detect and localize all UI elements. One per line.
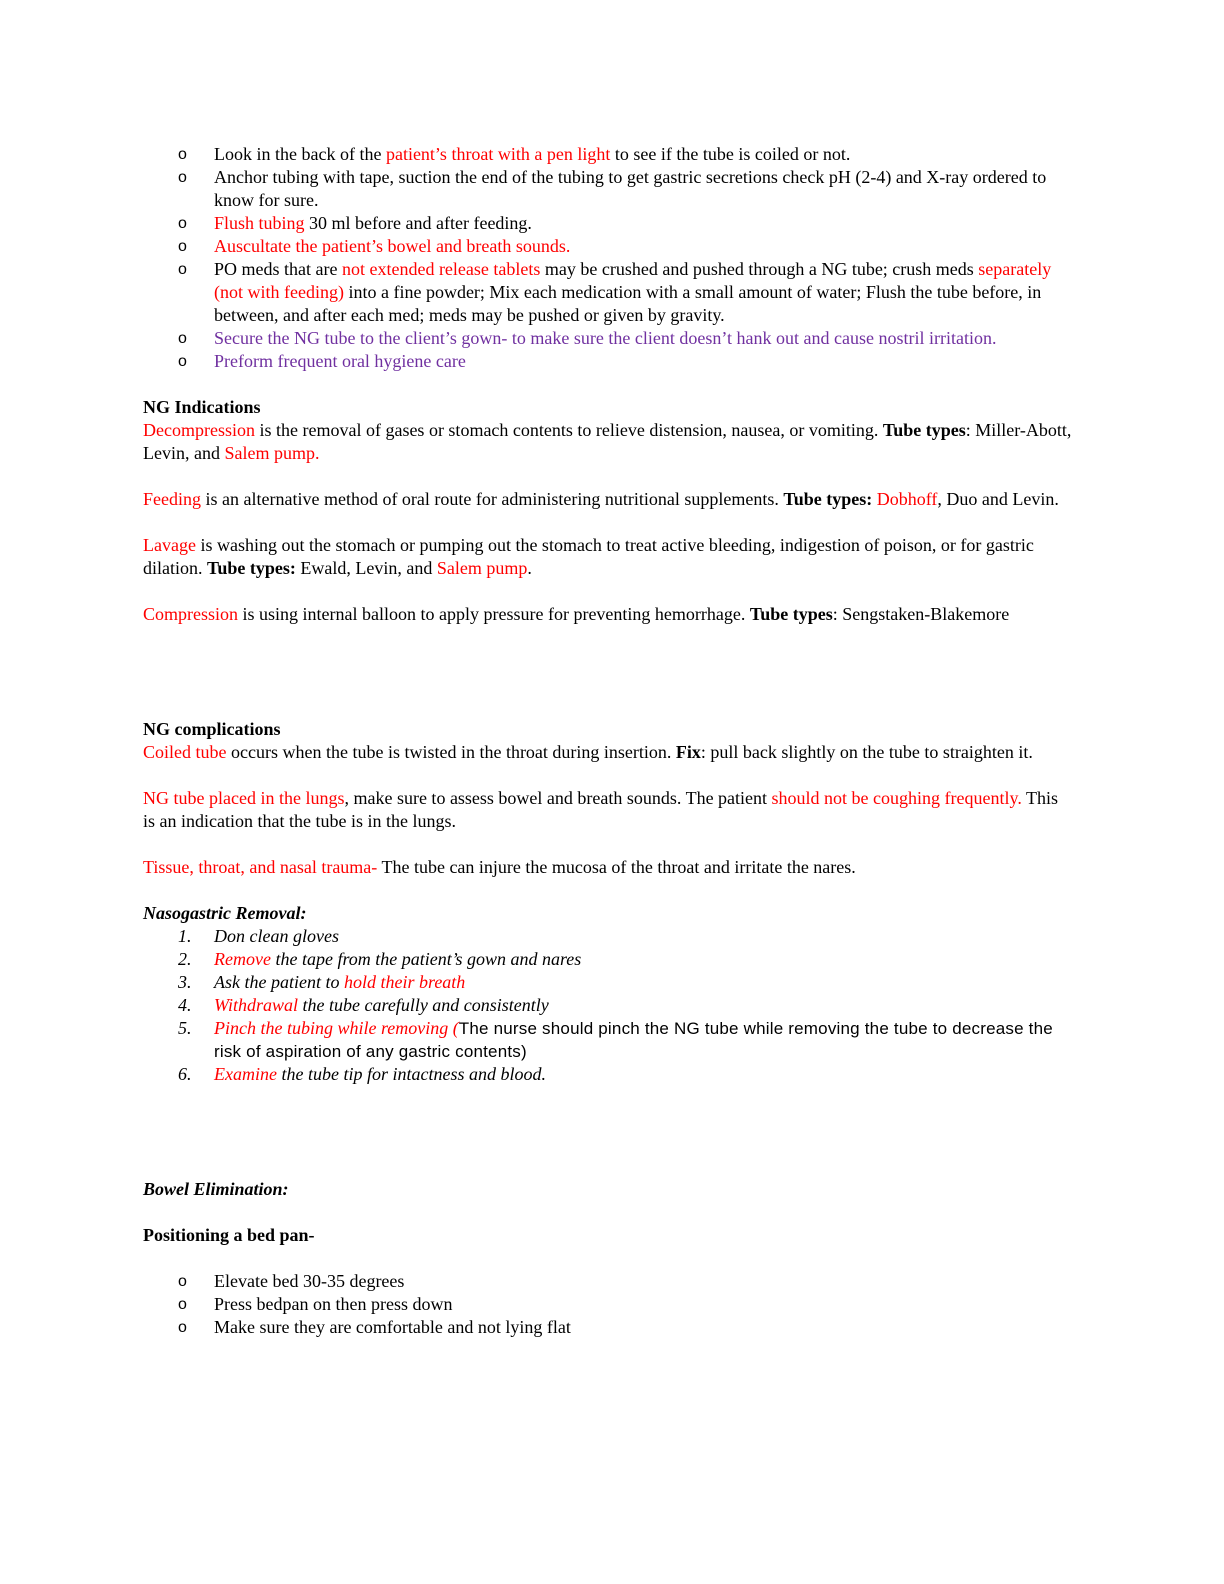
bullet-icon: o: [178, 1296, 187, 1313]
list-item: o Auscultate the patient’s bowel and breath sounds.: [178, 236, 571, 256]
list-item: o Anchor tubing with tape, suction the end of the tubing to get gastric secretions check pH (2-4) and X-ray ordered to know for sure.: [178, 167, 1047, 210]
bullet-icon: o: [178, 238, 187, 255]
list-item: o Flush tubing 30 ml before and after feeding.: [178, 213, 532, 233]
removal-steps-list: [143, 925, 1073, 1086]
list-item: o Make sure they are comfortable and not lying flat: [178, 1317, 571, 1337]
decompression-paragraph: Decompression is the removal of gases or stomach contents to relieve distension, nausea, or vomiting. Tube types: Miller-Abott, Levin, and Salem pump.: [143, 420, 1072, 463]
coiled-tube-paragraph: Coiled tube occurs when the tube is twisted in the throat during insertion. Fix: pull back slightly on the tube to straighten it.: [143, 742, 1033, 762]
bullet-icon: o: [178, 169, 187, 186]
bullet-icon: o: [178, 146, 187, 163]
list-item: 2. Remove the tape from the patient’s gown and nares: [178, 949, 582, 969]
list-item: o Elevate bed 30-35 degrees: [178, 1271, 405, 1291]
bed-pan-list: [143, 1270, 1073, 1339]
trauma-paragraph: Tissue, throat, and nasal trauma- The tube can injure the mucosa of the throat and irritate the nares.: [143, 857, 856, 877]
bullet-icon: o: [178, 330, 187, 347]
bullet-icon: o: [178, 1319, 187, 1336]
list-item: o Secure the NG tube to the client’s gown- to make sure the client doesn’t hank out and cause nostril irritation.: [178, 328, 997, 348]
list-item: o Preform frequent oral hygiene care: [178, 351, 466, 371]
bullet-icon: o: [178, 1273, 187, 1290]
lavage-paragraph: Lavage is washing out the stomach or pumping out the stomach to treat active bleeding, indigestion of poison, or for gastric dilation. Tube types: Ewald, Levin, and Salem pump.: [143, 535, 1034, 578]
ng-indications-heading: NG Indications: [143, 397, 261, 417]
bed-pan-subheading: Positioning a bed pan-: [143, 1225, 315, 1245]
nasogastric-removal-heading: Nasogastric Removal:: [143, 903, 307, 923]
bullet-icon: o: [178, 215, 187, 232]
compression-paragraph: Compression is using internal balloon to apply pressure for preventing hemorrhage. Tube types: Sengstaken-Blakemore: [143, 604, 1010, 624]
bullet-icon: o: [178, 261, 187, 278]
list-item: o PO meds that are not extended release tablets may be crushed and pushed through a NG tube; crush meds separately (not with feeding) into a fine powder; Mix each medication with a small amount of water; Flush the tube before, in between, and after each med; meds may be pushed or given by gravity.: [178, 259, 1052, 325]
feeding-paragraph: Feeding is an alternative method of oral route for administering nutritional supplements. Tube types: Dobhoff, Duo and Levin.: [143, 489, 1059, 509]
list-item: o Look in the back of the patient’s throat with a pen light to see if the tube is coiled or not.: [178, 144, 851, 164]
tube-in-lungs-paragraph: NG tube placed in the lungs, make sure to assess bowel and breath sounds. The patient should not be coughing frequently. This is an indication that the tube is in the lungs.: [143, 788, 1059, 831]
list-item: 4. Withdrawal the tube carefully and consistently: [178, 995, 549, 1015]
list-item: 3. Ask the patient to hold their breath: [178, 972, 466, 992]
bowel-elimination-heading: Bowel Elimination:: [143, 1179, 289, 1199]
bullet-icon: o: [178, 353, 187, 370]
list-item: o Press bedpan on then press down: [178, 1294, 453, 1314]
document-page: [143, 143, 1073, 1339]
list-item: 5. Pinch the tubing while removing (The nurse should pinch the NG tube while removing the tube to decrease the risk of aspiration of any gastric contents): [178, 1018, 1053, 1061]
list-item: 6. Examine the tube tip for intactness and blood.: [178, 1064, 546, 1084]
ng-complications-heading: NG complications: [143, 719, 281, 739]
ng-care-list: [143, 143, 1073, 373]
list-item: 1. Don clean gloves: [178, 926, 339, 946]
